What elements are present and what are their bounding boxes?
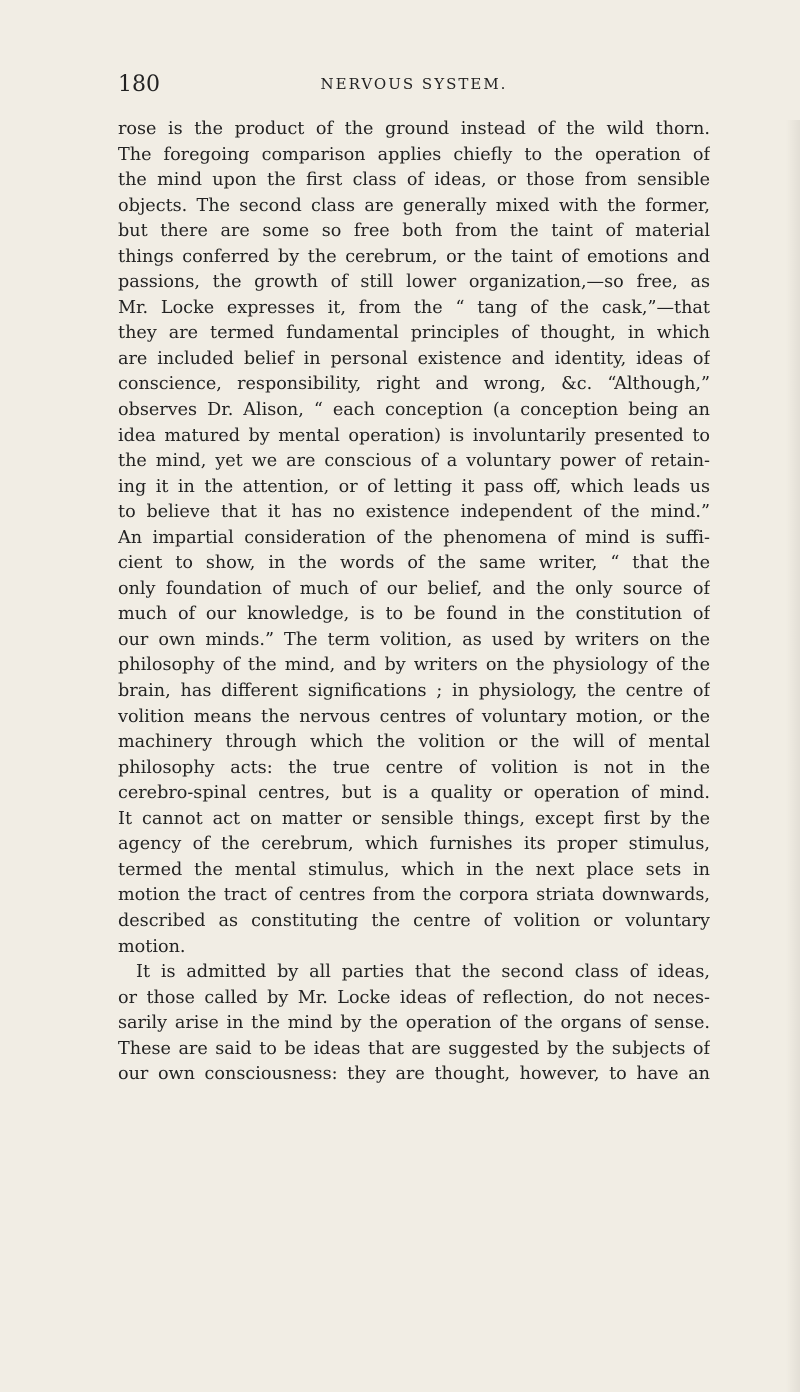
- body-text: [118, 117, 710, 1088]
- text-line: sarily arise in the mind by the operation of the organs of sense.: [118, 1013, 710, 1034]
- text-line: It cannot act on matter or sensible things, except first by the: [118, 808, 710, 829]
- text-line: conscience, responsibility, right and wrong, &c. “Although,”: [118, 374, 710, 395]
- text-line: objects. The second class are generally mixed with the former,: [118, 195, 710, 216]
- text-line: An impartial consideration of the phenomena of mind is suffi-: [118, 527, 710, 548]
- text-line: to believe that it has no existence independent of the mind.”: [118, 502, 710, 523]
- running-head: [118, 72, 710, 100]
- text-line: they are termed fundamental principles of thought, in which: [118, 323, 710, 344]
- text-line: cerebro-spinal centres, but is a quality or operation of mind.: [118, 783, 710, 804]
- text-line: It is admitted by all parties that the second class of ideas,: [136, 962, 710, 983]
- text-line: philosophy acts: the true centre of volition is not in the: [118, 757, 710, 778]
- text-line: things conferred by the cerebrum, or the taint of emotions and: [118, 246, 710, 267]
- text-line: rose is the product of the ground instead of the wild thorn.: [118, 119, 710, 139]
- running-title: NERVOUS SYSTEM.: [320, 75, 508, 93]
- text-line: or those called by Mr. Locke ideas of reflection, do not neces-: [118, 987, 710, 1008]
- text-line: philosophy of the mind, and by writers on the physiology of the: [118, 655, 710, 676]
- text-line: ing it in the attention, or of letting it pass off, which leads us: [118, 476, 710, 497]
- text-line: brain, has different significations ; in physiology, the centre of: [118, 681, 710, 702]
- text-line: machinery through which the volition or the will of mental: [118, 732, 710, 753]
- text-line: much of our knowledge, is to be found in the constitution of: [118, 604, 710, 625]
- text-line: motion.: [118, 936, 186, 957]
- page-edge-shadow: [786, 120, 800, 1392]
- text-line: idea matured by mental operation) is involuntarily presented to: [118, 425, 710, 446]
- text-line: These are said to be ideas that are suggested by the subjects of: [118, 1038, 710, 1059]
- text-line: our own consciousness: they are thought, however, to have an: [118, 1064, 710, 1085]
- text-line: only foundation of much of our belief, and the only source of: [118, 578, 710, 599]
- text-line: described as constituting the centre of volition or voluntary: [118, 910, 710, 931]
- text-line: cient to show, in the words of the same writer, “ that the: [118, 553, 710, 574]
- page-number: 180: [118, 72, 160, 97]
- text-line: Mr. Locke expresses it, from the “ tang of the cask,”—that: [118, 297, 710, 318]
- text-line: termed the mental stimulus, which in the next place sets in: [118, 859, 710, 880]
- text-line: the mind upon the first class of ideas, or those from sensible: [118, 170, 710, 191]
- text-line: passions, the growth of still lower organization,—so free, as: [118, 272, 710, 293]
- text-line: motion the tract of centres from the corpora striata downwards,: [118, 885, 710, 906]
- text-line: are included belief in personal existence and identity, ideas of: [118, 348, 710, 369]
- text-line: agency of the cerebrum, which furnishes its proper stimulus,: [118, 834, 710, 855]
- text-line: our own minds.” The term volition, as used by writers on the: [118, 629, 710, 650]
- text-line: volition means the nervous centres of voluntary motion, or the: [118, 706, 710, 727]
- text-line: but there are some so free both from the taint of material: [118, 221, 710, 242]
- text-line: The foregoing comparison applies chiefly to the operation of: [118, 144, 710, 165]
- text-line: observes Dr. Alison, “ each conception (a conception being an: [118, 400, 710, 421]
- text-line: the mind, yet we are conscious of a voluntary power of retain-: [118, 451, 710, 472]
